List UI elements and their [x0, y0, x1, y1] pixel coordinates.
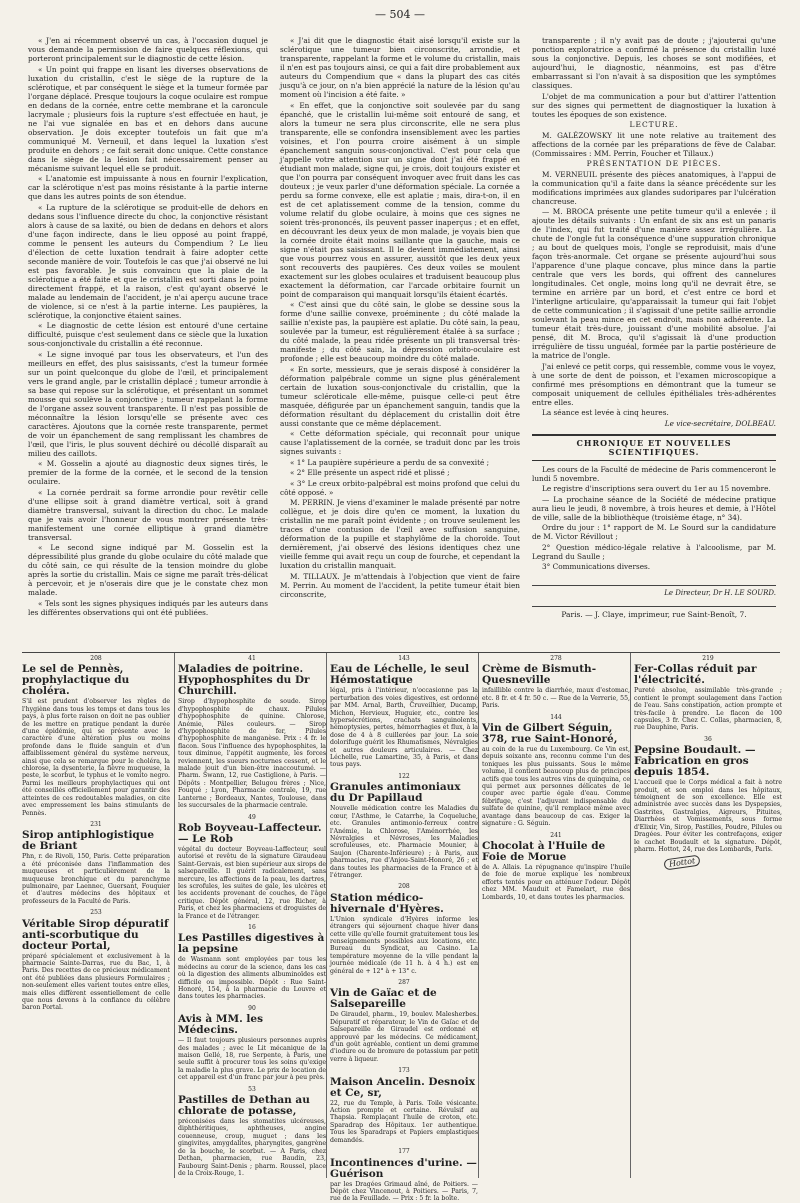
advertisement	[22, 909, 170, 1012]
ad-body: de A. Allais. La répugnance qu'inspire l'huile de foie de morue explique les nombreux efforts tentés pour en atténuer l'odeur. Dépôt chez MM. Mauduit et Famelart, rue des Lombards, 10, et dans toutes les pharmacies.	[482, 863, 630, 901]
advertisement	[482, 714, 630, 828]
ad-body: — Il faut toujours plusieurs personnes auprès des malades ; avec le Lit mécanique de la maison Gellé, 18, rue Serpente, à Paris, une seule suffit à procurer tous les soins qu'exige la maladie la plus grave. Le prix de location de cet appareil est d'un franc par jour à peu près.	[178, 1037, 326, 1082]
ad-number: 41	[248, 655, 256, 662]
ad-title: Pepsine Boudault. — Fabrication en gros depuis 1854.	[634, 744, 756, 779]
ad-number: 278	[550, 655, 562, 662]
paragraph: M. TILLAUX. Je m'attendais à l'objection que vient de faire M. Perrin. Au moment de l'accident, la petite tumeur était bien circonscrite,	[280, 571, 520, 599]
ad-body: préconisées dans les stomatites ulcéreuses, diphthéritiques, aphtheuses, angine couenneuse, croup, muguet ; dans les gingivites, amygdalites, pharyngites, gangrène de la bouche, le scorbut. — A Paris, chez Dethan, pharmacien, rue Baudin, 23, Faubourg Saint-Denis ; pharm. Roussel, place de la Croix-Rouge, 1.	[178, 1118, 326, 1177]
lecture-text: M. GALÉZOWSKY lit une note relative au traitement des affections de la cornée par les préparations de fève de Calabar. (Commissaires : MM. Perrin, Foucher et Tillaux.)	[532, 130, 776, 158]
ad-title: Eau de Léchelle, le seul Hémostatique	[330, 663, 470, 687]
ad-number: 49	[248, 813, 256, 821]
paragraph: « Le second signe indiqué par M. Gosselin est la dépressibilité plus grande du globe oculaire du côté malade que du côté sain, ce qui résulte de la tension moindre du globe après la sortie du cristallin. Mais ce signe me paraît très-délicat à percevoir, et je n'oserais dire que je le constate chez mon malade.	[28, 543, 268, 597]
ad-number: 287	[398, 979, 410, 986]
advertisement	[330, 655, 478, 769]
ad-body: Phn, r. de Rivoli, 150, Paris. Cette préparation a été préconisée dans l'inflammation des muqueuses et particulièrement de la muqueuse bronchique et du parenchyme pulmonaire, par Laennec, Guersant, Fouquier et d'autres médecins des hôpitaux et professeurs de la Faculté de Paris.	[22, 853, 170, 905]
page-number: — 504 —	[375, 8, 425, 21]
paragraph: « 1° La paupière supérieure a perdu de sa convexité ;	[290, 457, 490, 467]
paragraph: « La cornée perdrait sa forme arrondie pour revêtir celle d'une ellipse soit à grand diamètre vertical, soit à grand diamètre transversal, suivant la direction du choc. Le malade que je vais avoir l'honneur de vous montrer présente très-manifestement une cornée elliptique à grand diamètre transversal.	[28, 487, 268, 542]
ad-title: Crème de Bismuth-Quesneville	[482, 663, 597, 687]
printer-line: Paris. — J. Claye, imprimeur, rue Saint-Benoît, 7.	[532, 606, 776, 619]
ad-body: S'il est prudent d'observer les règles de l'hygiène dans tous les temps et dans tous les pays, à plus forte raison on doit ne pas oublier de les mettre en pratique pendant la durée d'une épidémie, qui se présente avec le caractère d'une altération plus ou moins profonde dans le fluide sanguin et d'un affaiblissement général du système nerveux, ainsi que cela se remarque pour le choléra, la chlorose, la dysenterie, la fièvre muqueuse, la peste, le scorbut, le typhus et le vomito negro. Parmi les meilleurs prophylactiques qui ont été conseillés officiellement pour garantir des atteintes de ces redoutables maladies, on cite avec empressement les bains stimulants de Pennès.	[22, 698, 170, 817]
ad-column-2	[174, 653, 326, 1178]
paragraph: « En effet, que la conjonctive soit soulevée par du sang épanché, que le cristallin lui-même soit entouré de sang, et alors la tumeur ne sera plus circonscrite, elle ne sera plus transparente, elle se confondra insensiblement avec les parties voisines, et l'on pourra croire aisément à un simple épanchement sanguin sous-conjonctival. C'est pour cela que j'appelle votre attention sur un signe dont j'ai été frappé en étudiant mon malade, signe qui, je crois, doit toujours exister et que l'on pourra par conséquent invoquer avec fruit dans les cas douteux ; je veux parler d'une déformation spéciale. La cornée a perdu sa forme convexe, elle est aplatie ; mais, dira-t-on, il en est de cet aplatissement comme de la tension, comme du volume relatif du globe oculaire, à moins que ces signes ne soient très-prononcés, ils peuvent passer inaperçus ; et en effet, en découvrant les deux yeux de mon malade, je voyais bien que la cornée droite était moins saillante que la gauche, mais ce signe n'était pas saisissant. Il le devient immédiatement, ainsi que vous pourrez vous en assurer, aussitôt que les deux yeux sont recouverts des paupières. Ces deux voiles se moulent exactement sur les globes oculaires et traduisent beaucoup plus exactement la déformation, car l'arcade orbitaire fournit un point de comparaison qui manquait lorsqu'ils étaient écartés.	[280, 100, 520, 299]
ad-body: végétal du docteur Boyveau-Laffecteur, seul autorisé et revêtu de la signature Giraudeau Saint-Gervais, est bien supérieur aux sirops de salsepareille. Il guérit radicalement, sans mercure, les affections de la peau, les dartres, les scrofules, les suites de gale, les ulcères et les accidents provenant de couches, de l'âge critique. Dépôt général, 12, rue Richer, à Paris, et chez les pharmaciens et droguistes de la France et de l'étranger.	[178, 845, 327, 920]
ad-title: Vin de Gaïac et de Salsepareille	[330, 987, 437, 1011]
ad-title: Sirop antiphlogistique de Briant	[22, 829, 155, 853]
advertisement	[330, 1067, 478, 1144]
paragraph: « 2° Elle présente un aspect ridé et plissé ;	[290, 468, 450, 477]
ad-body: De Giraudel, pharm., 19, boulev. Malesherbes. Dépuratif et réparateur, le Vin de Gaïac et de Salsepareille de Giraudel est ordonné et approuvé par les médecins. Ce médicament, d'un goût agréable, contient un demi gramme d'iodure ou de bromure de potassium par petit verre à liqueur.	[330, 1011, 478, 1063]
ad-title: Le sel de Pennès, prophylactique du choléra.	[22, 663, 130, 698]
ad-column-5	[630, 653, 782, 1178]
article-section	[28, 36, 776, 646]
ad-body: L'Union syndicale d'Hyères informe les étrangers qui séjournent chaque hiver dans cette ville qu'elle fournit gratuitement tous les renseignements possibles aux locations, etc. Bureau du Syndicat, au Casino. La température moyenne de la ville pendant la journée médicale (de 11 h. à 4 h.) est en général de + 12° à + 13° c.	[330, 915, 478, 975]
ad-number: 241	[550, 831, 562, 839]
ad-number: 53	[248, 1085, 256, 1093]
ad-number: 231	[90, 820, 102, 828]
ad-title: Rob Boyveau-Laffecteur. — Le Rob	[178, 821, 322, 845]
ad-number: 219	[702, 655, 714, 662]
paragraph: M. PERRIN. Je viens d'examiner le malade présenté par notre collègue, et je dois dire qu'en ce moment, la luxation du cristallin ne me paraît point évidente ; on trouve seulement les traces d'une contusion de l'œil avec suffusion sanguine, déformation de la pupille et staphylôme de la choroïde. Tout dernièrement, j'ai observé des lésions identiques chez une vieille femme qui avait reçu un coup de fourche, et cependant la luxation du cristallin manquait.	[280, 498, 520, 570]
ad-title: Véritable Sirop dépuratif anti-scorbutique du docteur Portal,	[22, 917, 169, 952]
paragraph: « La rupture de la sclérotique se produit-elle de dehors en dedans sous l'influence directe du choc, la conjonctive résistant alors à cause de sa laxité, ou bien de dedans en dehors et alors d'une façon indirecte, dans le lieu opposé au point frappé, comme le pensent les auteurs du Compendium ? Le lieu d'élection de cette luxation tendrait à faire adopter cette seconde manière de voir. Toutefois le cas que j'ai observé ne lui est pas favorable. Je suis convaincu que la plaie de la sclérotique a été faite et que le cristallin est sorti dans le point directement frappé, et la raison, c'est qu'ayant observé le malade au lendemain de l'accident, je n'ai aperçu aucune trace de violence, si ce n'est à la partie interne. Les paupières, la sclérotique, la conjonctive étaient saines.	[28, 202, 268, 320]
director-line: Le Directeur, Dr H. LE SOURD.	[532, 585, 776, 598]
signature-stamp: Hottot	[663, 855, 701, 871]
advertisement	[482, 655, 630, 710]
ad-title: Station médico-hivernale d'Hyères.	[330, 891, 444, 915]
advertisement	[178, 924, 326, 1001]
ad-body: Nouvelle médication contre les Maladies du cœur, l'Asthme, le Catarrhe, la Coqueluche, etc. Granules antimonio-ferreux contre l'Anémie, la Chlorose, l'Aménorrhée, les Névralgies et Névroses, les Maladies scrofuleuses, etc. Pharmacie Mounier, à Saujon (Charente-Inférieure) ; à Paris, aux pharmacies, rue d'Anjou-Saint-Honoré, 26 ; et dans toutes les pharmacies de la France et à l'étranger.	[330, 805, 478, 879]
ad-body: 22, rue du Temple, à Paris. Toile vésicante. Action prompte et certaine. Révulsif au Thapsia. Remplaçant l'huile de croton, etc. Sparadrap des Hôpitaux. 1er authentique. Tous les Sparadraps et Papiers emplastiques demandés.	[330, 1099, 478, 1144]
paragraph: La séance est levée à cinq heures.	[542, 408, 669, 417]
ad-body: au coin de la rue du Luxembourg. Ce Vin est, depuis soixante ans, reconnu comme l'un des toniques les plus puissants. Sous le même volume, il contient beaucoup plus de principes actifs que tous les autres vins de quinquina, ce qui permet aux personnes délicates de le couper avec partie égale d'eau. Comme fébrifuge, c'est l'adjuvant indispensable du sulfate de quinine, qu'il remplace même avec avantage dans beaucoup de cas. Exiger la signature : G. Séguin.	[482, 746, 630, 828]
ad-column-1	[22, 653, 170, 1178]
advertisement	[178, 1086, 326, 1178]
ad-number: 173	[398, 1067, 410, 1075]
ad-number: 143	[398, 655, 410, 662]
chronique-item: Ordre du jour : 1° rapport de M. Le Sourd sur la candidature de M. Victor Révillout ;	[532, 523, 776, 541]
ad-number: 208	[90, 655, 102, 662]
ad-column-3	[326, 653, 478, 1203]
paragraph: « 3° Le creux orbito-palpébral est moins profond que celui du côté opposé. »	[280, 478, 520, 497]
paragraph: « J'en ai récemment observé un cas, à l'occasion duquel je vous demande la permission de faire quelques réflexions, qui porteront principalement sur le diagnostic de cette lésion.	[28, 36, 268, 63]
ad-body: Pureté absolue, assimilable très-grande ; contient le prompt soulagement dans l'action de l'eau. Sans constipation, action prompte et très-facile à prendre. Le flacon de 100 capsules, 3 fr. Chez C. Collas, pharmacien, 8, rue Dauphine, Paris.	[634, 687, 782, 732]
advertisement	[22, 655, 170, 817]
lecture-heading: LECTURE.	[629, 120, 679, 129]
article-column-1	[28, 36, 268, 646]
ad-number: 16	[248, 923, 256, 931]
advertisement	[634, 736, 782, 853]
article-column-2	[280, 36, 520, 646]
paragraph: J'ai enlevé ce petit corps, qui ressemble, comme vous le voyez, à une sorte de dent de poisson, et l'examen microscopique a confirmé mes présomptions en démontrant que la tumeur se composait uniquement de cellules épithéliales très-adhérentes entre elles.	[532, 361, 776, 407]
ad-title: Granules antimoniaux du Dr Papillaud	[330, 781, 461, 805]
paragraph: « Un point qui frappe en lisant les diverses observations de luxation du cristallin, c'est le siège de la rupture de la sclérotique, et par conséquent le siège et la tumeur formée par l'organe déplacé. Presque toujours la coque oculaire est rompue en dedans de la cornée, entre cette membrane et la caroncule lacrymale ; plusieurs fois la rupture s'est effectuée en haut, je ne l'ai vue signalée en bas et en dehors dans aucune observation. Je dois excepter toutefois un fait que m'a communiqué M. Verneuil, et dans lequel la luxation s'est produite en dehors ; ce fait serait donc unique. Cette constance dans le siège de la lésion fait nécessairement penser au mécanisme suivant lequel elle se produit.	[28, 64, 268, 173]
ad-number: 177	[398, 1148, 410, 1156]
signature: Le vice-secrétaire, DOLBEAU.	[664, 418, 776, 428]
advertisement	[330, 773, 478, 879]
ad-body: préparé spécialement et exclusivement à la pharmacie Sainte-Darras, rue du Bac, 1, à Paris. Des recettes de ce précieux médicament ont été publiées dans plusieurs Formulaires ; non-seulement elles varient toutes entre elles, mais elles diffèrent essentiellement de celle que nous devons à la confiance du célèbre baron Portal.	[22, 952, 170, 1012]
advertisement	[330, 1148, 478, 1203]
chronique-item: 2° Question médico-légale relative à l'alcoolisme, par M. Legrand du Saulle ;	[532, 542, 776, 561]
paragraph: « L'anatomie est impuissante à nous en fournir l'explication, car la sclérotique n'est pas moins résistante à la partie interne que dans les autres points de son étendue.	[28, 174, 268, 201]
chronique-item: Le registre d'inscriptions sera ouvert du 1er au 15 novembre.	[542, 484, 771, 493]
paragraph: « C'est ainsi que du côté sain, le globe se dessine sous la forme d'une saillie convexe, proéminente ; du côté malade la saillie n'existe pas, la paupière est aplatie. Du côté sain, la peau, soulevée par la tumeur, est régulièrement étalée à sa surface ; du côté malade, la peau ridée présente un pli transversal très-manifeste ; du côté sain, la dépression orbito-oculaire est profonde ; elle est beaucoup moindre du côté malade.	[280, 300, 520, 363]
pieces-heading: PRÉSENTATION DE PIÈCES.	[586, 159, 722, 168]
ad-number: 90	[248, 1004, 256, 1012]
paragraph: « En sorte, messieurs, que je serais disposé à considérer la déformation palpébrale comme un signe plus généralement certain de luxation sous-conjonctivale du cristallin, que la tumeur scléroticale elle-même, puisque celle-ci peut être masquée, défigurée par un épanchement sanguin, tandis que la déformation résultant du déplacement du cristallin doit être aussi constante que ce même déplacement.	[280, 364, 520, 428]
article-column-3	[532, 36, 776, 646]
advertisement	[482, 832, 630, 901]
advertisement	[330, 979, 478, 1063]
ad-title: Maison Ancelin. Desnoix et Ce, sr,	[330, 1075, 475, 1099]
advertisement	[178, 1005, 326, 1082]
ad-body: L'accueil que le Corps médical a fait à notre produit, et son emploi dans les hôpitaux, témoignent de son excellence. Elle est administrée avec succès dans les Dyspepsies, Gastrites, Gastralgies, Aigreurs, Pituites, Diarrhées et Vomissements, sous forme d'Elixir, Vin, Sirop, Pastilles, Poudre, Pilules ou Dragées. Pour éviter les contrefaçons, exiger le cachet Boudault et la signature. Dépôt, pharm. Hottot, 24, rue des Lombards, Paris.	[634, 779, 782, 853]
ad-number: 122	[398, 772, 410, 780]
ad-number: 253	[90, 909, 102, 917]
ad-body: infaillible contre la diarrhée, maux d'estomac, etc. 8 fr. et 4 fr. 50 c. — Rue de la Verrerie, 55, Paris.	[482, 687, 630, 710]
ad-title: Maladies de poitrine. Hypophosphites du Dr Churchill.	[178, 663, 310, 698]
paragraph: — M. BROCA présente une petite tumeur qu'il a enlevée ; il ajoute les détails suivants : Un enfant de six ans est un panaris de l'index, qui fut traité d'une manière assez irrégulière. La chute de l'ongle fut la conséquence d'une suppuration chronique ; au bout de quelques mois, l'ongle se reproduisit, mais d'une façon très-anormale. Cet organe se présente aujourd'hui sous l'apparence d'une plaque concave, plus mince dans la partie centrale que vers les bords, qui offrent des cannelures longitudinales. Cet ongle, moins long qu'il ne devrait être, se termine en arrière par un bord, et c'est entre ce bord et l'interligne articulaire, qu'apparaissait la tumeur qui fait l'objet de cette communication ; il s'agissait d'une petite saillie arrondie soulevant la peau mince en cet endroit, mais non adhérente. La tumeur était très-dure, jouissant d'une mobilité absolue. J'ai pensé, dit M. Broca, qu'il s'agissait là d'une production irrégulière de tissu unguéal, formée par la partie postérieure de la matrice de l'ongle.	[532, 207, 776, 360]
advertisement	[178, 655, 326, 810]
chronique-item: — La prochaine séance de la Société de médecine pratique aura lieu le jeudi, 8 novembre, à trois heures et demie, à l'Hôtel de ville, salle de la bibliothèque (troisième étage, n° 34).	[532, 494, 776, 522]
ad-title: Incontinences d'urine. — Guérison	[330, 1156, 477, 1180]
advertisement	[178, 814, 326, 920]
ad-number: 208	[398, 883, 410, 891]
advertisement	[22, 821, 170, 905]
paragraph: transparente ; il n'y avait pas de doute ; j'ajouterai qu'une ponction exploratrice a confirmé la présence du cristallin luxé sous la conjonctive. Depuis, les choses se sont modifiées, et aujourd'hui, le diagnostic, néanmoins, est pas d'être embarrassant si l'on n'avait à sa disposition que les symptômes classiques.	[532, 36, 776, 90]
ad-title: Pastilles de Dethan au chlorate de potasse,	[178, 1094, 310, 1118]
ad-body: de Wasmann sont employées par tous les médecins au cœur de la science, dans les cas où la digestion des aliments albuminoïdes est difficile ou impossible. Dépôt : Rue Saint-Honoré, 154, à la pharmacie du Louvre et dans toutes les pharmacies.	[178, 956, 326, 1001]
paragraph: M. VERNEUIL présente des pièces anatomiques, à l'appui de la communication qu'il a faite dans la séance précédente sur les modifications imprimées aux glandes sudoripares par l'ulcération chancreuse.	[532, 169, 776, 206]
paragraph: « Le signe invoqué par tous les observateurs, et l'un des meilleurs en effet, des plus saisissants, c'est la tumeur formée sur un point quelconque du globe de l'œil, et principalement vers le grand angle, par le cristallin déplacé ; tumeur arrondie à sa base qui repose sur la sclérotique, et présentant un sommet mousse qui soulève la conjonctive ; tumeur rappelant la forme de l'organe assez souvent transparente. Il n'est pas possible de méconnaître la lésion lorsqu'elle se présente avec ces caractères. Ajoutons que la cornée reste transparente, permet de voir un épanchement de sang remplissant les chambres de l'œil, que l'iris, le plus souvent déchiré ou décollé disparaît au milieu des caillots.	[28, 349, 268, 458]
ad-title: Chocolat à l'Huile de Foie de Morue	[482, 839, 606, 863]
ad-title: Les Pastilles digestives à la pepsine	[178, 932, 325, 956]
advertisement	[634, 655, 782, 732]
ad-title: Vin de Gilbert Séguin, 378, rue Saint-Honoré,	[482, 722, 618, 746]
ad-title: Avis à MM. les Médecins.	[178, 1013, 263, 1037]
paragraph: « M. Gosselin a ajouté au diagnostic deux signes tirés, le premier de la forme de la cornée, et le second de la tension oculaire.	[28, 459, 268, 486]
advertisement	[330, 883, 478, 975]
chronique-title: CHRONIQUE ET NOUVELLES SCIENTIFIQUES.	[532, 434, 776, 461]
ad-body: Sirop d'hypophosphite de soude. Sirop d'hypophosphite de chaux. Pilules d'hypophosphite de quinine. Chlorose, Anémie, Pâles couleurs. — Sirop d'hypophosphite de fer, Pilules d'hypophosphite de manganèse. Prix : 4 fr. le flacon. Sous l'influence des hypophosphites, la toux diminue, l'appétit augmente, les forces reviennent, les sueurs nocturnes cessent, et le malade jouit d'un bien-être inaccoutumé. — Pharm. Swann, 12, rue Castiglione, à Paris. — Dépôts : Montpellier, Belugou frères ; Nice, Fouqué ; Lyon, Pharmacie centrale, 19, rue Lanterne ; Bordeaux, Nantes, Toulouse, dans les succursales de la pharmacie centrale.	[178, 698, 326, 810]
paragraph: « Le diagnostic de cette lésion est entouré d'une certaine difficulté, puisque c'est seulement dans ce siècle que la luxation sous-conjonctivale du cristallin a été reconnue.	[28, 321, 268, 348]
paragraph: L'objet de ma communication a pour but d'attirer l'attention sur des signes qui permettent de diagnostiquer la luxation à toutes les époques de son existence.	[532, 91, 776, 119]
paragraph: « J'ai dit que le diagnostic était aisé lorsqu'il existe sur la sclérotique une tumeur bien circonscrite, arrondie, et transparente, rappelant la forme et le volume du cristallin, mais il n'en est pas toujours ainsi, ce qui a fait dire probablement aux auteurs du Compendium que « dans la plupart des cas cités jusqu'à ce jour, on n'a bien apprécié la nature de la lésion qu'au moment où l'incision a été faite. »	[280, 36, 520, 99]
paragraph: « Tels sont les signes physiques indiqués par les auteurs dans les différentes observations qui ont été publiées.	[28, 598, 268, 617]
ad-title: Fer-Collas réduit par l'électricité.	[634, 663, 757, 687]
ad-body: légal, pris à l'intérieur, n'occasionne pas la perturbation des voies digestives, est ordonné par MM. Arnal, Barth, Cruveilhier, Ducamp, Michon, Hervieux, Huguier, etc., contre les hypersécrétions, crachats sanguinolents, hémoptysies, pertes, hémorrhagies et flux, à la dose de 4 à 8 cuillerées par jour. La soie dolorifuge guérit les Rhumatismes, Névralgies et autres douleurs articulaires. — Chez Léchelle, rue Lamartine, 35, à Paris, et dans tous pays.	[330, 687, 478, 769]
chronique-item: 3° Communications diverses.	[542, 562, 651, 571]
advertisement-section	[22, 652, 782, 1203]
ad-number: 36	[704, 735, 712, 743]
ad-column-4	[478, 653, 630, 1178]
ad-body: par les Dragées Grimaud aîné, de Poitiers. — Dépôt chez Vincenout, à Poitiers. — Paris, 7, rue de la Feuillade. — Prix : 5 fr. la boîte.	[330, 1180, 478, 1203]
paragraph: « Cette déformation spéciale, qui reconnaît pour unique cause l'aplatissement de la cornée, se traduit donc par les trois signes suivants :	[280, 429, 520, 456]
chronique-item: Les cours de la Faculté de médecine de Paris commenceront le lundi 5 novembre.	[532, 464, 776, 483]
ad-number: 144	[550, 713, 562, 721]
